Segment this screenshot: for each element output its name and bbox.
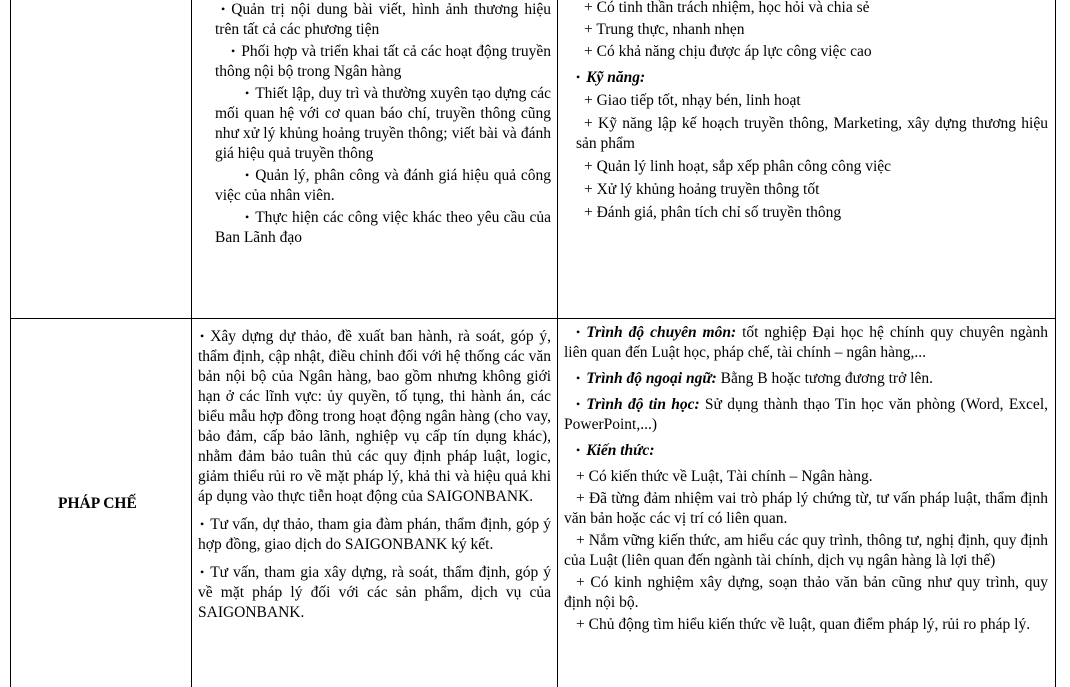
skill-item: + Quản lý linh hoạt, sắp xếp phân công công việc (584, 158, 892, 175)
duty-item: • Phối hợp và triển khai tất cả các hoạt động truyền thông nội bộ trong Ngân hàng (215, 42, 551, 82)
duty-item: • Thực hiện các công việc khác theo yêu cầu của Ban Lãnh đạo (215, 208, 551, 248)
department-name: PHÁP CHẾ (58, 495, 137, 512)
row2-requirements-cell (564, 323, 1048, 635)
table-border-right (1055, 0, 1056, 687)
trait-item: + Trung thực, nhanh nhẹn (584, 21, 745, 38)
duty-item: • Xây dựng dự thảo, đề xuất ban hành, rà soát, góp ý, thẩm định, cập nhật, điều chỉnh đối với hệ thống các văn bản nội bộ của Ngân hàng, bao gồm nhưng không giới hạn ở các lĩnh vực: ủy quyền, tố tụng, thi hành án, các biểu mẫu hợp đồng trong hoạt động ngân hàng (cho vay, bảo đảm, cấp bảo lãnh, nghiệp vụ cấp tín dụng khác), nhằm đảm bảo tuân thủ các quy định pháp luật, logic, giảm thiểu rủi ro về mặt pháp lý, khả thi và hiệu quả khi áp dụng vào thực tiễn hoạt động của SAIGONBANK. (198, 327, 551, 507)
table-border-col3 (557, 0, 558, 687)
duty-item: • Tư vấn, tham gia xây dựng, rà soát, thẩm định, góp ý về mặt pháp lý đối với các sản phẩm, dịch vụ của SAIGONBANK. (198, 563, 551, 623)
table-border-col2 (191, 0, 192, 687)
table-row-divider (10, 318, 1056, 319)
skill-item: + Đánh giá, phân tích chỉ số truyền thông (584, 204, 842, 221)
duty-item: • Quản trị nội dung bài viết, hình ảnh thương hiệu trên tất cả các phương tiện (215, 0, 551, 40)
row2-duties-cell (198, 327, 551, 623)
requirement-item: • Kiến thức: (564, 441, 1048, 461)
requirement-item: • Trình độ ngoại ngữ: Bằng B hoặc tương đương trở lên. (564, 369, 1048, 389)
knowledge-item: + Có kinh nghiệm xây dựng, soạn thảo văn bản cũng như quy trình, quy định nội bộ. (564, 574, 1048, 611)
knowledge-item: + Đã từng đảm nhiệm vai trò pháp lý chứng từ, tư vấn pháp luật, thẩm định văn bản hoặc các vị trí có liên quan. (564, 490, 1048, 527)
requirement-item: • Trình độ tin học: Sử dụng thành thạo Tin học văn phòng (Word, Excel, PowerPoint,...) (564, 395, 1048, 435)
skill-item: + Xử lý khủng hoảng truyền thông tốt (584, 181, 820, 198)
trait-item: + Có khả năng chịu được áp lực công việc cao (584, 43, 872, 60)
duty-item: • Tư vấn, dự thảo, tham gia đàm phán, thẩm định, góp ý hợp đồng, giao dịch do SAIGONBANK ký kết. (198, 515, 551, 555)
row1-requirements-cell (576, 0, 1048, 223)
knowledge-item: + Có kiến thức về Luật, Tài chính – Ngân hàng. (576, 468, 873, 485)
row1-duties-cell (215, 0, 551, 248)
knowledge-item: + Nắm vững kiến thức, am hiểu các quy trình, thông tư, nghị định, quy định của Luật (liên quan đến ngành tài chính, dịch vụ ngân hàng là lợi thế) (564, 532, 1048, 569)
duty-item: • Thiết lập, duy trì và thường xuyên tạo dựng các mối quan hệ với cơ quan báo chí, truyền thông cũng như xử lý khủng hoảng truyền thông; viết bài và đánh giá hiệu quả truyền thông (215, 84, 551, 164)
knowledge-item: + Chủ động tìm hiểu kiến thức về luật, quan điểm pháp lý, rủi ro pháp lý. (576, 616, 1031, 633)
duty-item: • Quản lý, phân công và đánh giá hiệu quả công việc của nhân viên. (215, 166, 551, 206)
requirement-item: • Trình độ chuyên môn: tốt nghiệp Đại học hệ chính quy chuyên ngành liên quan đến Luật học, pháp chế, tài chính – ngân hàng,... (564, 323, 1048, 363)
trait-item: + Có tinh thần trách nhiệm, học hỏi và chia sẻ (584, 0, 870, 16)
skill-item: + Kỹ năng lập kế hoạch truyền thông, Marketing, xây dựng thương hiệu sản phẩm (576, 115, 1048, 152)
skill-item: + Giao tiếp tốt, nhạy bén, linh hoạt (584, 92, 801, 109)
skills-heading: • Kỹ năng: (576, 68, 1048, 88)
table-border-left (10, 0, 11, 687)
